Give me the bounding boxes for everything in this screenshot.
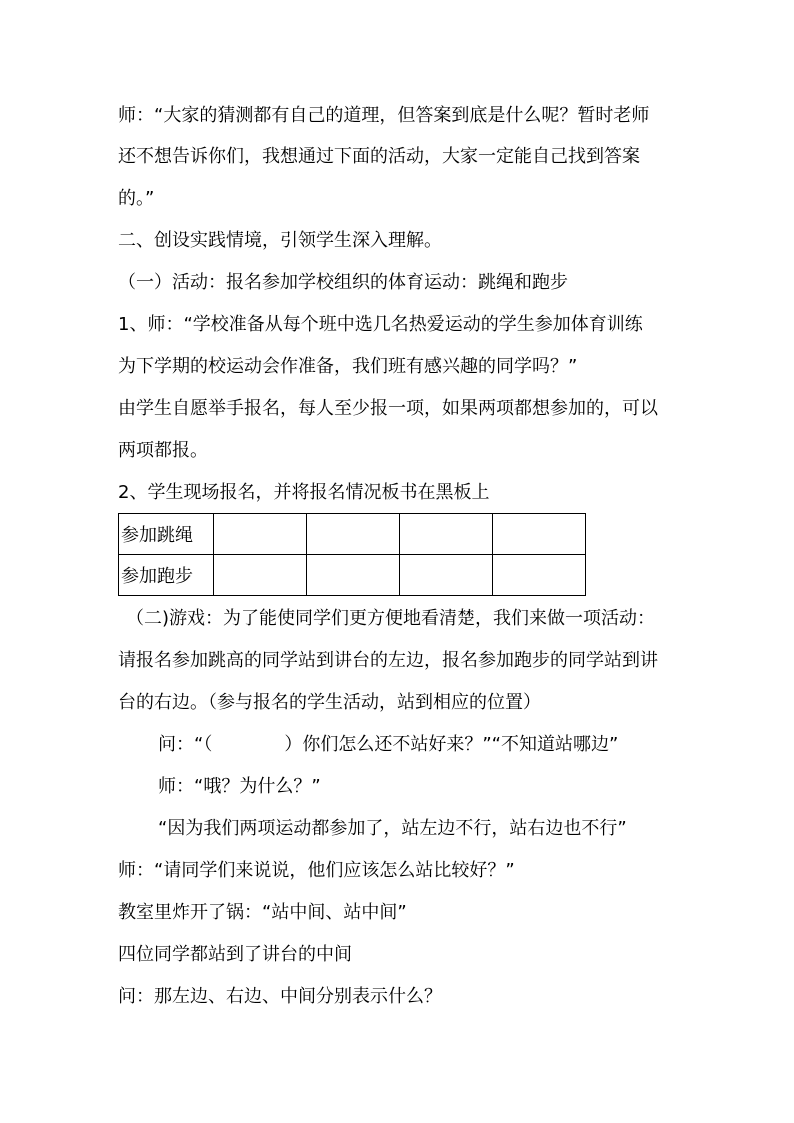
paragraph-line: 教室里炸开了锅：“站中间、站中间”: [118, 902, 407, 923]
table-cell: [400, 514, 493, 555]
paragraph-line: 师：“大家的猜测都有自己的道理，但答案到底是什么呢？暂时老师: [118, 105, 650, 126]
table-cell: [307, 514, 400, 555]
paragraph-line: 台的右边。（参与报名的学生活动，站到相应的位置）: [118, 692, 541, 713]
section-heading: 二、创设实践情境，引领学生深入理解。: [118, 230, 442, 251]
row-label: 参加跑步: [119, 555, 214, 596]
paragraph-line: 问：那左边、右边、中间分别表示什么？: [118, 986, 442, 1007]
subsection-heading: （一）活动：报名参加学校组织的体育运动：跳绳和跑步: [118, 272, 568, 293]
paragraph-line: 请报名参加跳高的同学站到讲台的左边，报名参加跑步的同学站到讲: [118, 650, 658, 671]
table-cell: [307, 555, 400, 596]
dialogue-line: “因为我们两项运动都参加了，站左边不行，站右边也不行”: [158, 818, 627, 839]
paragraph-line: 四位同学都站到了讲台的中间: [118, 944, 352, 965]
signup-table: [118, 513, 586, 596]
table-cell: [214, 514, 307, 555]
subsection-heading: （二)游戏：为了能使同学们更方便地看清楚，我们来做一项活动：: [126, 608, 656, 629]
paragraph-line: 2、学生现场报名，并将报名情况板书在黑板上: [118, 482, 490, 503]
table-cell: [400, 555, 493, 596]
table-cell: [493, 555, 586, 596]
table-cell: [214, 555, 307, 596]
paragraph-line: 1、师：“学校准备从每个班中选几名热爱运动的学生参加体育训练: [118, 314, 643, 335]
dialogue-line: 问：“（ ）你们怎么还不站好来？”“不知道站哪边”: [158, 734, 619, 755]
paragraph-line: 为下学期的校运动会作准备，我们班有感兴趣的同学吗？”: [118, 356, 578, 377]
table-row: [119, 514, 586, 555]
paragraph-line: 由学生自愿举手报名，每人至少报一项，如果两项都想参加的，可以: [118, 398, 658, 419]
paragraph-line: 的。”: [118, 188, 155, 209]
row-label: 参加跳绳: [119, 514, 214, 555]
table-cell: [493, 514, 586, 555]
paragraph-line: 还不想告诉你们，我想通过下面的活动，大家一定能自己找到答案: [118, 146, 640, 167]
table-row: [119, 555, 586, 596]
dialogue-line: 师：“请同学们来说说，他们应该怎么站比较好？”: [118, 860, 515, 881]
paragraph-line: 两项都报。: [118, 440, 208, 461]
dialogue-line: 师：“哦？为什么？”: [158, 776, 321, 797]
